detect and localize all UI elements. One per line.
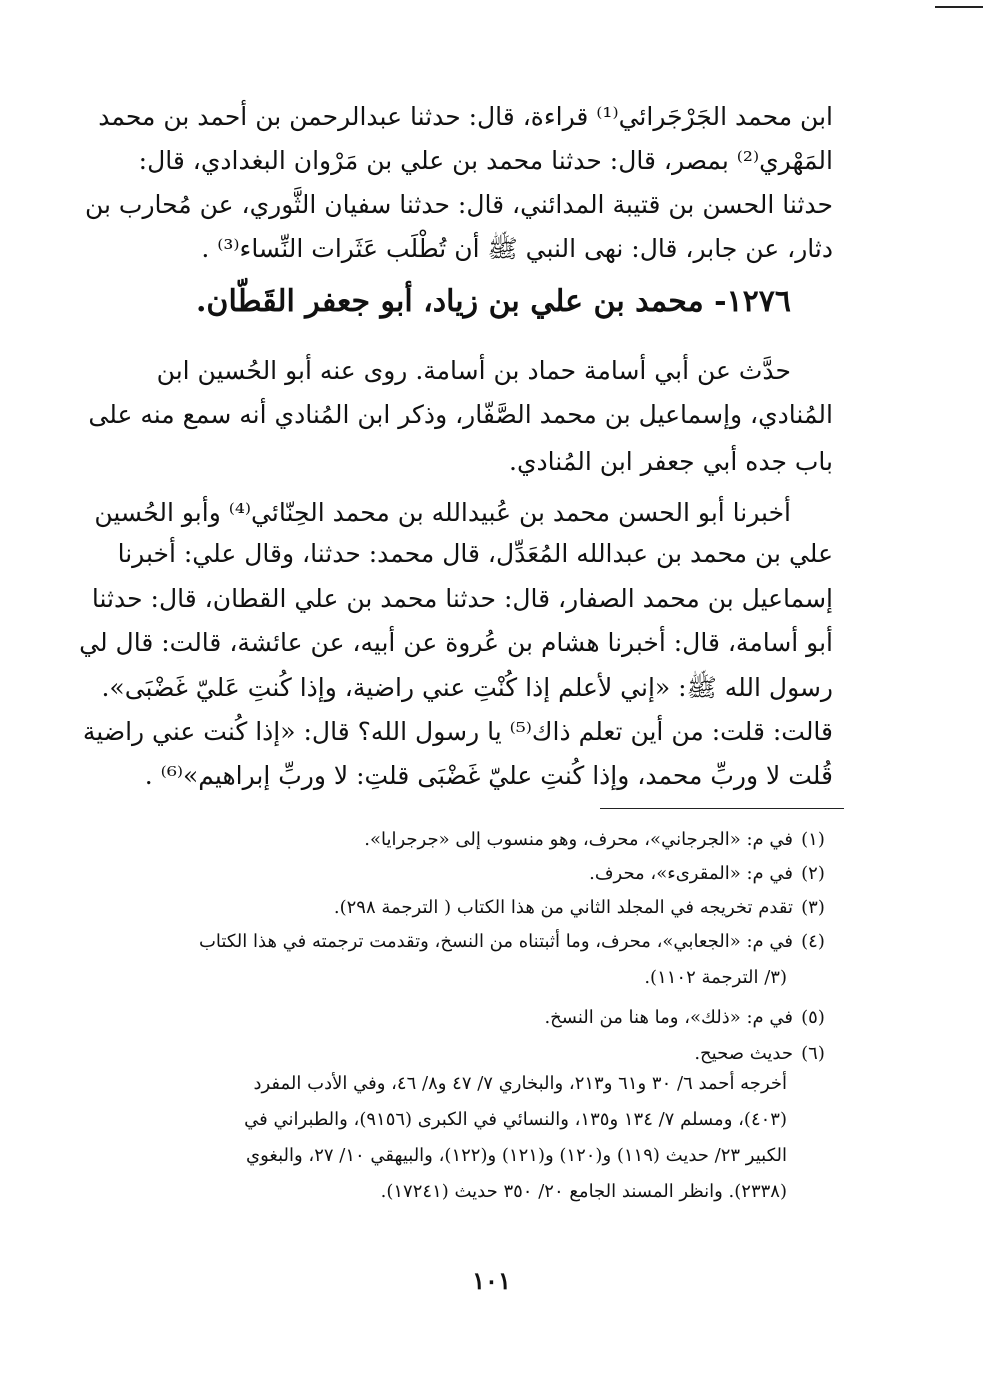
body-line: أخبرنا أبو الحسن محمد بن عُبيدالله بن محمد الحِنّائي⁽⁴⁾ وأبو الحُسين [94, 498, 791, 527]
entry-heading: ١٢٧٦- محمد بن علي بن زياد، أبو جعفر القَطّان. [195, 284, 791, 319]
body-line: المُنادي، وإسماعيل بن محمد الصَّفّار، وذكر ابن المُنادي أنه سمع منه على [88, 400, 833, 429]
footnote-number: (٣) [801, 897, 825, 918]
footnote [150, 894, 833, 922]
footnote-number: (٥) [801, 1007, 825, 1028]
body-line: حدَّث عن أبي أسامة حماد بن أسامة. روى عنه أبو الحُسين ابن [156, 356, 791, 385]
footnote-number: (١) [801, 829, 825, 850]
footnote-text: في م: «الجعابي»، محرف، وما أثبتناه من النسخ، وتقدمت ترجمته في هذا الكتاب [198, 931, 793, 952]
footnote-text: في م: «المقرىء»، محرف. [589, 863, 793, 884]
footnote [150, 860, 833, 888]
footnote-number: (٦) [801, 1043, 825, 1064]
body-line: دثار، عن جابر، قال: نهى النبي ﷺ أن تُطْلَب عَثَرات النِّساء⁽³⁾ . [201, 234, 833, 263]
body-line: أبو أسامة، قال: أخبرنا هشام بن عُروة عن أبيه، عن عائشة، قالت: قال لي [79, 628, 833, 657]
body-line: إسماعيل بن محمد الصفار، قال: حدثنا محمد بن علي القطان، قال: حدثنا [91, 584, 833, 613]
footnote-continuation: الكبير ٢٣/ حديث (١١٩) و(١٢٠) و(١٢١) و(١٢٢)، والبيهقي ١٠/ ٢٧، والبغوي [246, 1145, 787, 1166]
footnote [150, 928, 833, 956]
body-line: علي بن محمد بن عبدالله المُعَدِّل، قال محمد: حدثنا، وقال علي: أخبرنا [117, 539, 833, 568]
body-line: حدثنا الحسن بن قتيبة المدائني، قال: حدثنا سفيان الثَّوري، عن مُحارب بن [85, 190, 833, 219]
footnote-text: في م: «ذلك»، وما هنا من النسخ. [544, 1007, 793, 1028]
corner-mark [935, 6, 983, 8]
footnote-number: (٤) [801, 931, 825, 952]
body-line: ابن محمد الجَرْجَرائي⁽¹⁾ قراءة، قال: حدثنا عبدالرحمن بن أحمد بن محمد [98, 102, 833, 131]
page-number: ١٠١ [472, 1266, 511, 1295]
footnote [150, 826, 833, 854]
body-line: باب جده أبي جعفر ابن المُنادي. [509, 447, 833, 476]
footnote [150, 1004, 833, 1032]
body-line: المَهْري⁽²⁾ بمصر، قال: حدثنا محمد بن علي بن مَرْوان البغدادي، قال: [138, 146, 833, 175]
footnote [150, 1040, 833, 1068]
body-line: قُلت لا وربِّ محمد، وإذا كُنتِ عليّ غَضْبَى قلتِ: لا وربِّ إبراهيم»⁽⁶⁾ . [144, 761, 833, 790]
footnote-number: (٢) [801, 863, 825, 884]
footnote-continuation: أخرجه أحمد ٦/ ٣٠ و٦١ و٢١٣، والبخاري ٧/ ٤٧ و٨/ ٤٦، وفي الأدب المفرد [253, 1073, 787, 1094]
footnote-text: في م: «الجرجاني»، محرف، وهو منسوب إلى «جرجرايا». [364, 829, 793, 850]
footnote-continuation: (٤٠٣)، ومسلم ٧/ ١٣٤ و١٣٥، والنسائي في الكبرى (٩١٥٦)، والطبراني في [244, 1109, 787, 1130]
body-line: رسول الله ﷺ: «إني لأعلم إذا كُنْتِ عني راضية، وإذا كُنتِ عَليّ غَضْبَى». [101, 673, 833, 702]
footnote-continuation: (٢٣٣٨). وانظر المسند الجامع ٢٠/ ٣٥٠ حديث (١٧٢٤١). [380, 1181, 787, 1202]
footnote-continuation: (٣/ الترجمة ١١٠٢). [644, 967, 787, 988]
footnote-text: حديث صحيح. [694, 1043, 793, 1064]
footnote-divider [600, 808, 844, 809]
footnote-text: تقدم تخريجه في المجلد الثاني من هذا الكتاب ( الترجمة ٢٩٨). [333, 897, 793, 918]
body-line: قالت: قلت: من أين تعلم ذاك⁽⁵⁾ يا رسول الله؟ قال: «إذا كُنت عني راضية [82, 717, 833, 746]
